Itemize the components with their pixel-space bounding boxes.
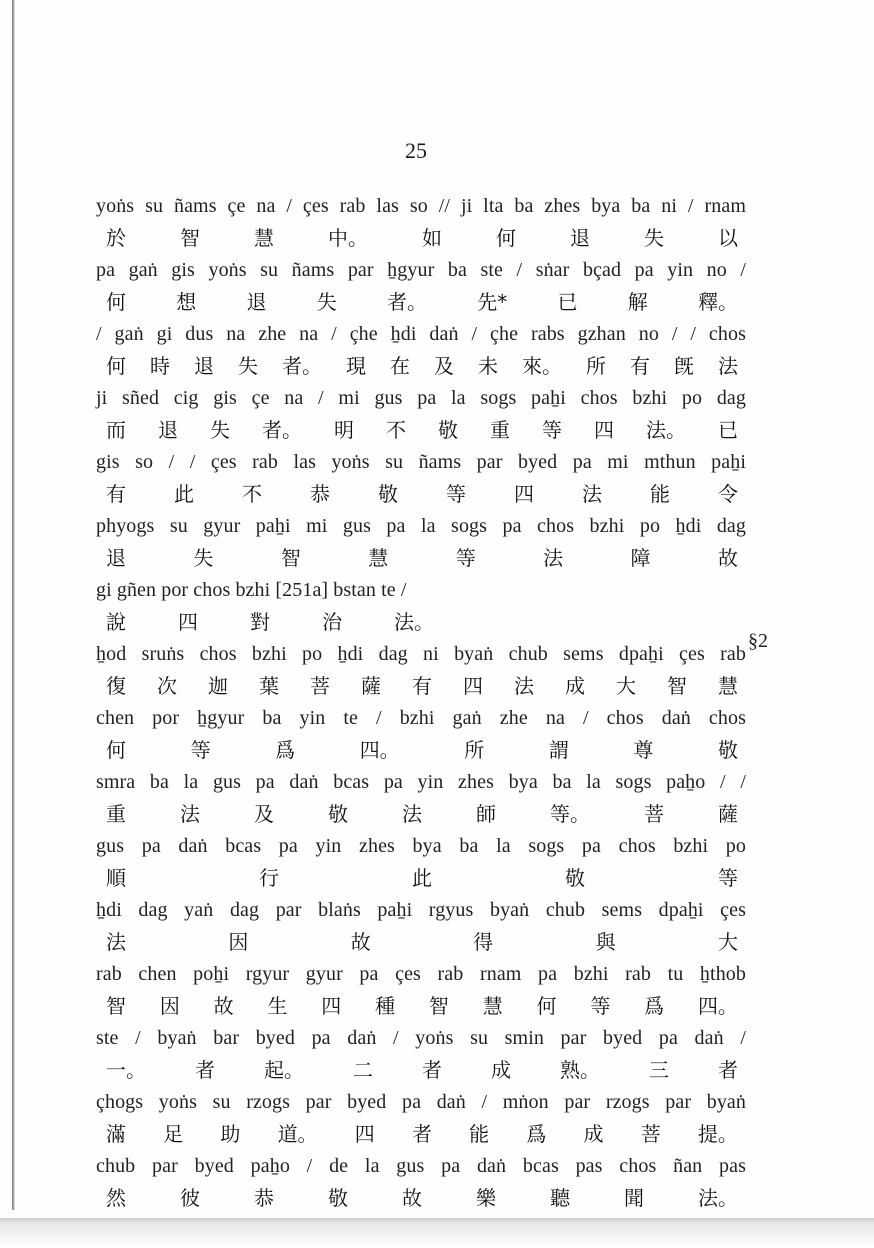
chinese-char: 敬 xyxy=(378,482,398,506)
text-line-pair xyxy=(96,382,746,446)
chinese-char: 法 xyxy=(718,354,738,378)
chinese-char: 敬 xyxy=(438,418,458,442)
chinese-char: 然 xyxy=(106,1186,126,1210)
chinese-char: 成 xyxy=(565,674,585,698)
text-line-pair xyxy=(96,254,746,318)
chinese-char: 恭 xyxy=(310,482,330,506)
chinese-char: 退 xyxy=(194,354,214,378)
scan-left-edge xyxy=(12,0,15,1210)
chinese-char: 四 xyxy=(178,610,198,634)
chinese-char: 次 xyxy=(157,674,177,698)
text-line-pair xyxy=(96,190,746,254)
chinese-char: 者 xyxy=(718,1058,738,1082)
chinese-char: 爲 xyxy=(644,994,665,1018)
chinese-char: 因 xyxy=(159,994,180,1018)
chinese-char: 法。 xyxy=(394,610,434,634)
text-line-pair xyxy=(96,1086,746,1150)
chinese-char: 等 xyxy=(590,994,611,1018)
chinese-line xyxy=(96,286,746,318)
chinese-char: 已 xyxy=(718,418,738,442)
chinese-char: 何 xyxy=(106,738,126,762)
chinese-char: 能 xyxy=(469,1122,490,1146)
chinese-char: 迦 xyxy=(208,674,228,698)
text-line-pair xyxy=(96,958,746,1022)
chinese-char: 師 xyxy=(476,802,496,826)
chinese-char: 失 xyxy=(644,226,664,250)
chinese-char: 此 xyxy=(412,866,432,890)
chinese-char: 菩 xyxy=(310,674,330,698)
chinese-line xyxy=(96,350,746,382)
chinese-char: 敬 xyxy=(328,802,348,826)
tibetan-line: ẖod sruṅs chos bzhi po ẖdi dag ni byaṅ chub sems dpaẖi çes rab xyxy=(96,643,746,665)
chinese-char: 尊 xyxy=(633,738,654,762)
chinese-char: 故 xyxy=(350,930,371,954)
chinese-char: 等 xyxy=(718,866,738,890)
text-line-pair xyxy=(96,702,746,766)
tibetan-line: ji sñed cig gis çe na / mi gus pa la sogs paẖi chos bzhi po dag xyxy=(96,387,746,409)
tibetan-line: gis so / / çes rab las yoṅs su ñams par byed pa mi mthun paẖi xyxy=(96,451,746,473)
chinese-char: 葉 xyxy=(259,674,279,698)
chinese-char: 得 xyxy=(473,930,494,954)
chinese-char: 能 xyxy=(650,482,670,506)
chinese-char: 四 xyxy=(321,994,342,1018)
chinese-char: 法。 xyxy=(698,1186,738,1210)
chinese-char: 所 xyxy=(586,354,606,378)
chinese-char: 滿 xyxy=(106,1122,126,1146)
chinese-char: 治 xyxy=(322,610,342,634)
chinese-char: 失 xyxy=(316,290,337,314)
chinese-char: 生 xyxy=(267,994,288,1018)
tibetan-line: çhogs yoṅs su rzogs par byed pa daṅ / mṅon par rzogs par byaṅ xyxy=(96,1091,746,1113)
chinese-char: 故 xyxy=(402,1186,422,1210)
section-mark: §2 xyxy=(748,630,768,652)
chinese-char: 不 xyxy=(242,482,262,506)
chinese-char: 智 xyxy=(106,994,126,1018)
chinese-line xyxy=(96,542,746,574)
chinese-char: 法。 xyxy=(646,418,686,442)
chinese-char: 等。 xyxy=(550,802,590,826)
chinese-char: 退 xyxy=(246,290,267,314)
chinese-char: 助 xyxy=(220,1122,241,1146)
chinese-char: 菩 xyxy=(644,802,664,826)
chinese-char: 明 xyxy=(334,418,354,442)
tibetan-line: ẖdi dag yaṅ dag par blaṅs paẖi rgyus byaṅ chub sems dpaẖi çes xyxy=(96,899,746,921)
chinese-char: 令 xyxy=(718,482,738,506)
chinese-line xyxy=(96,414,746,446)
chinese-char: 未 xyxy=(478,354,498,378)
chinese-char: 起。 xyxy=(264,1058,304,1082)
chinese-char: 等 xyxy=(542,418,562,442)
chinese-line xyxy=(96,478,746,510)
chinese-char: 中。 xyxy=(328,226,368,250)
text-line-pair xyxy=(96,1022,746,1086)
tibetan-line: gi gñen por chos bzhi [251a] bstan te / xyxy=(96,579,407,601)
chinese-char: 爲 xyxy=(526,1122,547,1146)
chinese-char: 者。 xyxy=(387,290,427,314)
chinese-char: 法 xyxy=(582,482,602,506)
chinese-char: 所 xyxy=(464,738,485,762)
chinese-char: 慧 xyxy=(368,546,389,570)
chinese-char: 聽 xyxy=(550,1186,570,1210)
text-line-pair xyxy=(96,510,746,574)
text-line-pair xyxy=(96,1150,746,1214)
chinese-line xyxy=(96,1118,746,1150)
chinese-char: 謂 xyxy=(548,738,569,762)
chinese-char: 失 xyxy=(193,546,214,570)
chinese-char: 失 xyxy=(238,354,258,378)
tibetan-line: yoṅs su ñams çe na / çes rab las so // ji lta ba zhes bya ba ni / rnam xyxy=(96,195,746,217)
chinese-char: 恭 xyxy=(254,1186,274,1210)
text-line-pair xyxy=(96,318,746,382)
chinese-line xyxy=(96,1054,746,1086)
interlinear-text-block xyxy=(96,190,746,1214)
chinese-char: 在 xyxy=(390,354,410,378)
tibetan-line: / gaṅ gi dus na zhe na / çhe ẖdi daṅ / çhe rabs gzhan no / / chos xyxy=(96,323,746,345)
chinese-char: 智 xyxy=(428,994,449,1018)
chinese-char: 以 xyxy=(718,226,738,250)
chinese-char: 現 xyxy=(346,354,366,378)
chinese-char: 薩 xyxy=(361,674,381,698)
scan-bottom-edge xyxy=(0,1218,874,1248)
chinese-line xyxy=(96,990,746,1022)
chinese-char: 法 xyxy=(514,674,534,698)
chinese-char: 慧 xyxy=(482,994,503,1018)
chinese-char: 智 xyxy=(280,546,301,570)
chinese-char: 熟。 xyxy=(560,1058,600,1082)
chinese-char: 已 xyxy=(557,290,578,314)
chinese-char: 四 xyxy=(354,1122,375,1146)
chinese-char: 解 xyxy=(627,290,648,314)
chinese-char: 等 xyxy=(455,546,476,570)
chinese-char: 四 xyxy=(514,482,534,506)
chinese-char: 而 xyxy=(106,418,126,442)
chinese-char: 順 xyxy=(106,866,126,890)
chinese-char: 爲 xyxy=(275,738,296,762)
chinese-char: 慧 xyxy=(254,226,274,250)
chinese-char: 何 xyxy=(496,226,516,250)
chinese-char: 等 xyxy=(446,482,466,506)
text-line-pair xyxy=(96,894,746,958)
chinese-char: 提。 xyxy=(697,1122,738,1146)
chinese-char: 者 xyxy=(195,1058,215,1082)
chinese-char: 者 xyxy=(411,1122,432,1146)
chinese-char: 何 xyxy=(106,290,126,314)
chinese-char: 如 xyxy=(422,226,442,250)
chinese-char: 失 xyxy=(210,418,230,442)
tibetan-line: pa gaṅ gis yoṅs su ñams par ẖgyur ba ste / sṅar bçad pa yin no / xyxy=(96,259,746,281)
chinese-char: 旣 xyxy=(674,354,694,378)
chinese-line xyxy=(96,862,746,894)
chinese-line xyxy=(96,606,746,638)
chinese-char: 釋。 xyxy=(698,290,738,314)
chinese-char: 智 xyxy=(667,674,687,698)
chinese-char: 想 xyxy=(176,290,197,314)
chinese-char: 四。 xyxy=(359,738,400,762)
chinese-char: 慧 xyxy=(718,674,738,698)
chinese-char: 者。 xyxy=(282,354,322,378)
tibetan-line: gus pa daṅ bcas pa yin zhes bya ba la sogs pa chos bzhi po xyxy=(96,835,746,857)
chinese-char: 者 xyxy=(422,1058,442,1082)
tibetan-line: chen por ẖgyur ba yin te / bzhi gaṅ zhe na / chos daṅ chos xyxy=(96,707,746,729)
chinese-char: 智 xyxy=(180,226,200,250)
chinese-char: 重 xyxy=(106,802,126,826)
chinese-char: 大 xyxy=(616,674,636,698)
chinese-char: 有 xyxy=(106,482,126,506)
chinese-char: 薩 xyxy=(718,802,738,826)
chinese-char: 不 xyxy=(386,418,406,442)
chinese-char: 菩 xyxy=(640,1122,661,1146)
chinese-char: 二 xyxy=(353,1058,373,1082)
chinese-char: 法 xyxy=(543,546,564,570)
chinese-line xyxy=(96,1182,746,1214)
chinese-char: 聞 xyxy=(624,1186,644,1210)
chinese-char: 敬 xyxy=(328,1186,348,1210)
chinese-char: 退 xyxy=(106,546,126,570)
chinese-char: 何 xyxy=(106,354,126,378)
chinese-char: 與 xyxy=(595,930,616,954)
chinese-char: 足 xyxy=(163,1122,184,1146)
chinese-line xyxy=(96,222,746,254)
chinese-char: 成 xyxy=(583,1122,604,1146)
chinese-char: 重 xyxy=(490,418,510,442)
chinese-char: 等 xyxy=(190,738,211,762)
chinese-char: 三 xyxy=(649,1058,669,1082)
chinese-char: 種 xyxy=(375,994,396,1018)
chinese-char: 此 xyxy=(174,482,194,506)
text-line-pair xyxy=(96,446,746,510)
chinese-char: 法 xyxy=(106,930,126,954)
chinese-char: 退 xyxy=(158,418,178,442)
text-line-pair xyxy=(96,638,746,702)
chinese-char: 退 xyxy=(570,226,590,250)
chinese-char: 法 xyxy=(180,802,200,826)
chinese-char: 道。 xyxy=(277,1122,318,1146)
chinese-char: 四。 xyxy=(697,994,738,1018)
chinese-char: 行 xyxy=(259,866,279,890)
chinese-char: 障 xyxy=(630,546,651,570)
chinese-char: 者。 xyxy=(262,418,302,442)
chinese-char: 四 xyxy=(463,674,483,698)
chinese-line xyxy=(96,926,746,958)
chinese-char: 先* xyxy=(477,290,508,314)
chinese-char: 於 xyxy=(106,226,126,250)
chinese-char: 故 xyxy=(213,994,234,1018)
text-line-pair xyxy=(96,574,746,638)
tibetan-line: rab chen poẖi rgyur gyur pa çes rab rnam pa bzhi rab tu ẖthob xyxy=(96,963,746,985)
chinese-char: 成 xyxy=(491,1058,511,1082)
chinese-line xyxy=(96,734,746,766)
tibetan-line: ste / byaṅ bar byed pa daṅ / yoṅs su smin par byed pa daṅ / xyxy=(96,1027,746,1049)
chinese-char: 因 xyxy=(228,930,249,954)
chinese-char: 對 xyxy=(250,610,270,634)
chinese-char: 彼 xyxy=(180,1186,200,1210)
tibetan-line: phyogs su gyur paẖi mi gus pa la sogs pa chos bzhi po ẖdi dag xyxy=(96,515,746,537)
chinese-line xyxy=(96,798,746,830)
chinese-char: 敬 xyxy=(565,866,585,890)
chinese-char: 及 xyxy=(434,354,454,378)
chinese-char: 說 xyxy=(106,610,126,634)
chinese-char: 四 xyxy=(594,418,614,442)
chinese-char: 有 xyxy=(630,354,650,378)
chinese-char: 復 xyxy=(106,674,126,698)
chinese-char: 何 xyxy=(536,994,557,1018)
chinese-char: 及 xyxy=(254,802,274,826)
tibetan-line: smra ba la gus pa daṅ bcas pa yin zhes bya ba la sogs paẖo / / xyxy=(96,771,746,793)
chinese-char: 敬 xyxy=(717,738,738,762)
text-line-pair xyxy=(96,766,746,830)
chinese-char: 來。 xyxy=(522,354,562,378)
chinese-char: 一。 xyxy=(106,1058,146,1082)
chinese-char: 時 xyxy=(150,354,170,378)
text-line-pair xyxy=(96,830,746,894)
page-number: 25 xyxy=(405,138,427,163)
tibetan-line: chub par byed paẖo / de la gus pa daṅ bcas pas chos ñan pas xyxy=(96,1155,746,1177)
chinese-char: 大 xyxy=(717,930,738,954)
chinese-char: 故 xyxy=(717,546,738,570)
chinese-line xyxy=(96,670,746,702)
chinese-char: 法 xyxy=(402,802,422,826)
chinese-char: 有 xyxy=(412,674,432,698)
chinese-char: 樂 xyxy=(476,1186,496,1210)
